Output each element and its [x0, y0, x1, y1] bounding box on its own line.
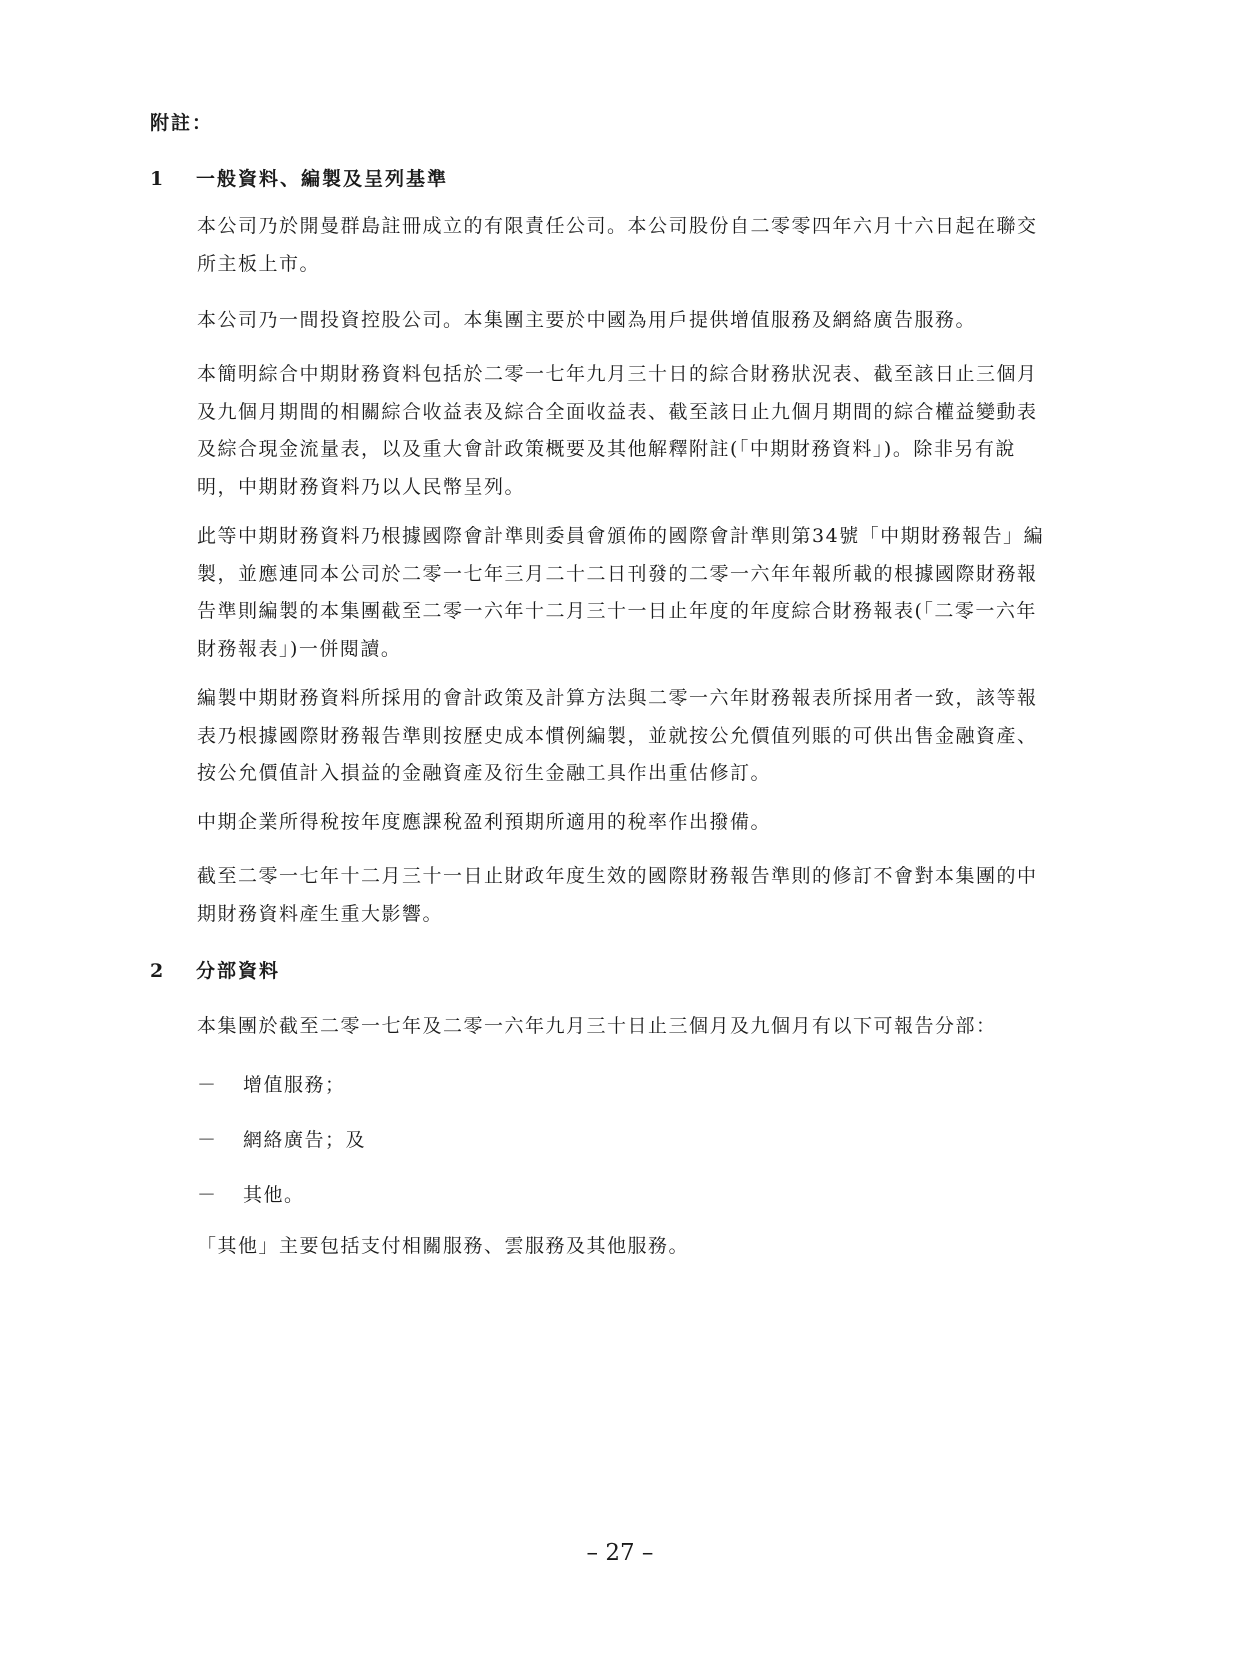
list-dash: －: [197, 1074, 218, 1096]
paragraph-line: 財務報表」)一併閱讀。: [197, 637, 402, 660]
segment-list-item: [197, 1180, 305, 1207]
paragraph-line: 及九個月期間的相關綜合收益表及綜合全面收益表、截至該日止九個月期間的綜合權益變動表: [197, 400, 1038, 423]
paragraph-line: 截至二零一七年十二月三十一日止財政年度生效的國際財務報告準則的修訂不會對本集團的中: [197, 865, 1038, 887]
section-1-number: 1: [150, 168, 166, 190]
paragraph-line: 按公允價值計入損益的金融資產及衍生金融工具作出重估修訂。: [197, 762, 772, 784]
list-item-text: 增值服務；: [243, 1074, 346, 1096]
section-2-intro: [197, 1008, 1101, 1046]
paragraph-line: 及綜合現金流量表，以及重大會計政策概要及其他解釋附註(「中期財務資料」)。除非另有說: [197, 438, 1016, 460]
section-2-title: 分部資料: [196, 960, 281, 982]
paragraph-line: 本集團於截至二零一七年及二零一六年九月三十日止三個月及九個月有以下可報告分部：: [197, 1015, 997, 1037]
section-1-title: 一般資料、編製及呈列基準: [196, 168, 449, 190]
paragraph-line: 製，並應連同本公司於二零一七年三月二十二日刊發的二零一六年年報所載的根據國際財務報: [197, 562, 1038, 585]
segment-list-item: [197, 1070, 346, 1097]
paragraph-line: 中期企業所得稅按年度應課稅盈利預期所適用的稅率作出撥備。: [197, 811, 772, 833]
section-1-paragraph-3: [197, 356, 1101, 506]
section-1-paragraph-1: [197, 208, 1101, 283]
list-dash: －: [197, 1184, 218, 1206]
notes-heading: 附註：: [150, 112, 214, 134]
page-number: – 27 –: [586, 1540, 654, 1566]
paragraph-line: 期財務資料產生重大影響。: [197, 902, 444, 925]
segment-list-item: [197, 1125, 366, 1152]
section-2-heading: [150, 956, 280, 983]
list-item-text: 網絡廣告；及: [243, 1129, 367, 1151]
paragraph-line: 本公司乃一間投資控股公司。本集團主要於中國為用戶提供增值服務及網絡廣告服務。: [197, 309, 977, 331]
paragraph-line: 本簡明綜合中期財務資料包括於二零一七年九月三十日的綜合財務狀況表、截至該日止三個月: [197, 363, 1038, 385]
section-2-closing: [197, 1228, 1101, 1266]
paragraph-line: 表乃根據國際財務報告準則按歷史成本慣例編製，並就按公允價值列賬的可供出售金融資產、: [197, 724, 1038, 747]
paragraph-line: 所主板上市。: [197, 252, 321, 275]
paragraph-line: 編製中期財務資料所採用的會計政策及計算方法與二零一六年財務報表所採用者一致，該等報: [197, 687, 1038, 709]
section-1-paragraph-5: [197, 680, 1101, 793]
paragraph-line: 「其他」主要包括支付相關服務、雲服務及其他服務。: [197, 1235, 690, 1257]
section-2-number: 2: [150, 960, 166, 982]
section-1-paragraph-7: [197, 858, 1101, 933]
section-1-heading: [150, 164, 448, 191]
paragraph-line: 告準則編製的本集團截至二零一六年十二月三十一日止年度的年度綜合財務報表(「二零一六年: [197, 600, 1037, 622]
paragraph-line: 此等中期財務資料乃根據國際會計準則委員會頒佈的國際會計準則第34號「中期財務報告」編: [197, 525, 1045, 547]
list-item-text: 其他。: [243, 1184, 305, 1206]
section-1-paragraph-6: [197, 804, 1101, 842]
paragraph-line: 明，中期財務資料乃以人民幣呈列。: [197, 475, 526, 498]
paragraph-line: 本公司乃於開曼群島註冊成立的有限責任公司。本公司股份自二零零四年六月十六日起在聯交: [197, 215, 1038, 237]
section-1-paragraph-2: [197, 302, 1101, 340]
section-1-paragraph-4: [197, 518, 1101, 668]
list-dash: －: [197, 1129, 218, 1151]
